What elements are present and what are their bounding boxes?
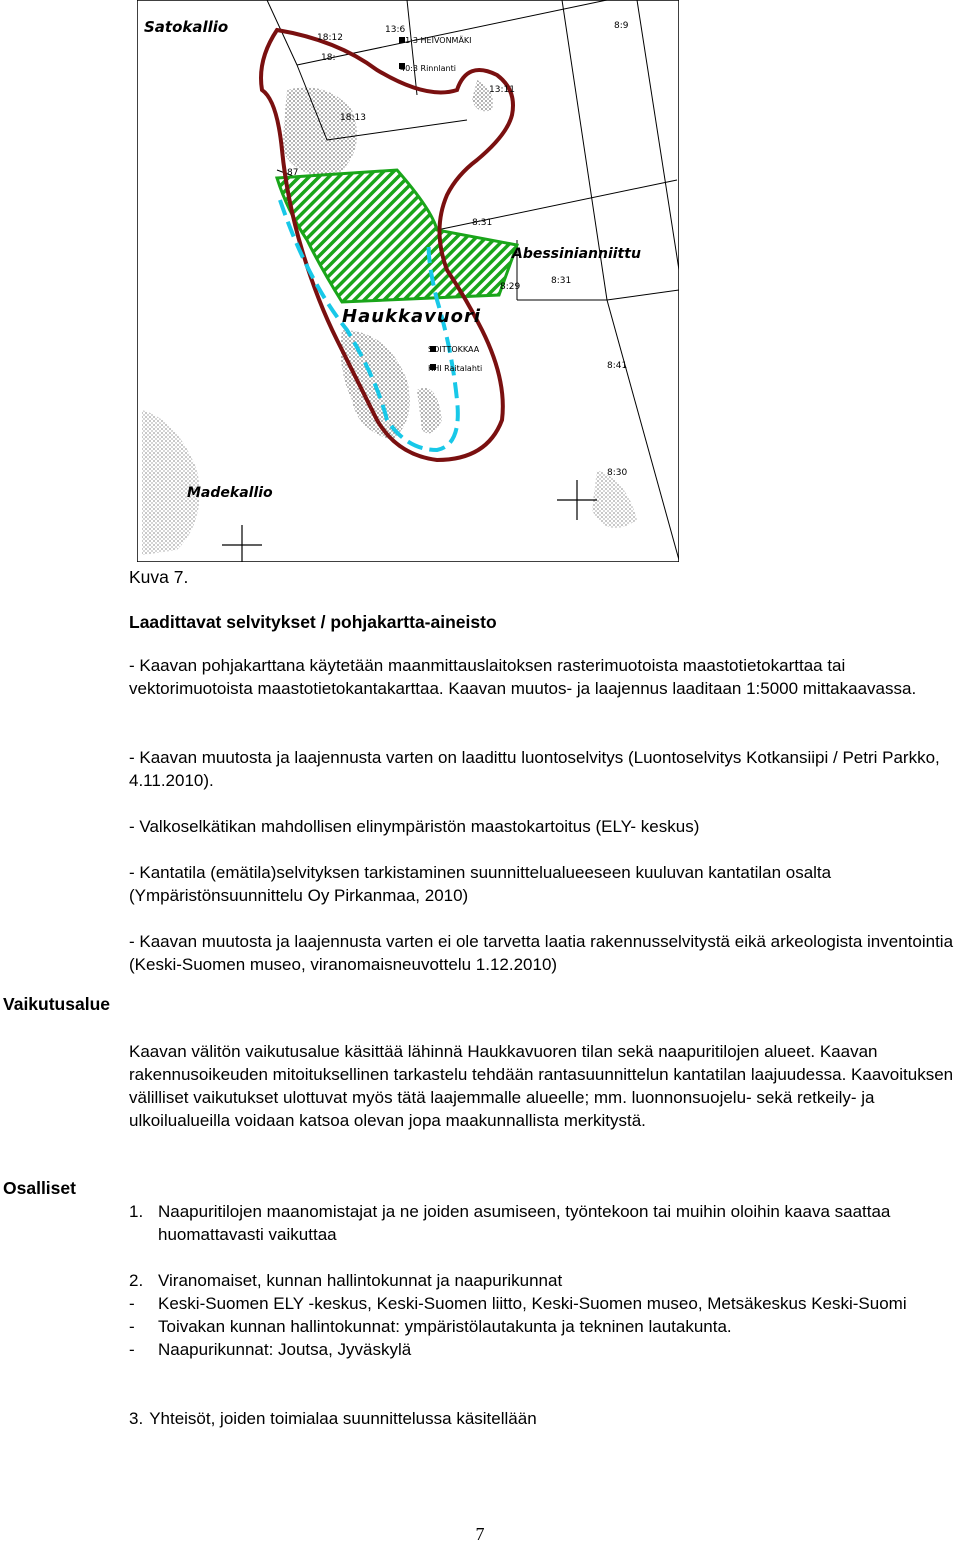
list-item [129,1292,957,1315]
list-item-text: Yhteisöt, joiden toimialaa suunnittelussa käsitellään [149,1409,537,1428]
list-item [129,1338,957,1361]
parcel-label: 8:31 [472,218,493,228]
list-item-text: Naapurikunnat: Joutsa, Jyväskylä [158,1340,412,1359]
figure-caption: Kuva 7. [129,567,189,587]
osalliset-list-2 [129,1269,957,1361]
parcel-label: 13:6 [385,25,406,35]
list-item [129,1200,957,1246]
paragraph-building-survey: - Kaavan muutosta ja laajennusta varten ei ole tarvetta laatia rakennusselvitystä eikä arkeologista inventointia (Keski-Suomen museo, viranomaisneuvottelu 1.12.2010) [129,932,954,974]
building-label: KHI Raitalahti [428,364,483,373]
parcel-label: 8:31 [551,276,572,286]
paragraph-woodpecker-survey: - Valkoselkätikan mahdollisen elinympäristön maastokartoitus (ELY- keskus) [129,817,700,836]
list-marker: 2. [129,1271,144,1290]
paragraph-kantatila: - Kantatila (emätila)selvityksen tarkistaminen suunnittelualueeseen kuuluvan kantatilan osalta (Ympäristönsuunnittelu Oy Pirkanmaa, 2010) [129,863,832,905]
list-item [129,1407,957,1430]
list-item-text: Naapuritilojen maanomistajat ja ne joiden asumiseen, työntekoon tai muihin oloihin kaava saattaa huomattavasti vaikuttaa [158,1202,891,1244]
parcel-label: 18: [321,53,336,63]
parcel-label: 8:41 [607,361,628,371]
parcel-label: 87 [287,168,299,178]
list-marker: 1. [129,1202,144,1221]
paragraph-nature-survey: - Kaavan muutosta ja laajennusta varten on laadittu luontoselvitys (Luontoselvitys Kotkansiipi / Petri Parkko, 4.11.2010). [129,748,940,790]
label-satokallio: Satokallio [144,18,229,36]
label-madekallio: Madekallio [187,485,273,501]
parcel-label: 8:30 [607,468,628,478]
list-item-text: Toivakan kunnan hallintokunnat: ympäristölautakunta ja tekninen lautakunta. [158,1317,732,1336]
list-marker: - [129,1294,135,1313]
site-map-svg [137,0,679,562]
list-item-text: Viranomaiset, kunnan hallintokunnat ja naapurikunnat [158,1271,563,1290]
vaikutusalue-label: Vaikutusalue [3,994,110,1014]
site-map [137,0,679,562]
list-marker: - [129,1317,135,1336]
list-item [129,1269,957,1292]
building-label: SOITTOKKAA [428,345,480,354]
label-haukkavuori: Haukkavuori [342,306,482,327]
parcel-label: 13:11 [489,85,515,95]
vaikutusalue-text: Kaavan välitön vaikutusalue käsittää lähinnä Haukkavuoren tilan sekä naapuritilojen alueet. Kaavan rakennusoikeuden mitoituksellinen tarkastelu tehdään rantasuunnittelun kantatilan laajuudessa. Kaavoituksen välilliset vaikutukset ulottuvat myös tätä laajemmalle alueelle; mm. luonnonsuojelu- sekä retkeily- ja ulkoilualueilla voidaan katsoa olevan jopa maakunnallista merkitystä. [129,1042,954,1130]
label-abessinianniittu: Abessinianniittu [512,246,641,262]
osalliset-list-3 [129,1407,957,1430]
osalliset-list-1 [129,1200,957,1246]
page-number: 7 [475,1524,485,1544]
list-marker: - [129,1340,135,1359]
list-marker: 3. [129,1409,144,1428]
list-item-text: Keski-Suomen ELY -keskus, Keski-Suomen liitto, Keski-Suomen museo, Metsäkeskus Keski-Suomi [158,1294,907,1313]
parcel-label: 8:9 [614,21,629,31]
parcel-label: 18:12 [317,33,343,43]
building-label: 41:3 HEIVONMÄKI [400,36,472,45]
osalliset-label: Osalliset [3,1178,76,1198]
section-title: Laadittavat selvitykset / pohjakartta-aineisto [129,612,497,632]
list-item [129,1315,957,1338]
parcel-label: 8:29 [500,282,521,292]
paragraph-basemap: - Kaavan pohjakarttana käytetään maanmittauslaitoksen rasterimuotoista maastotietokarttaa tai vektorimuotoista maastotietokantakarttaa. Kaavan muutos- ja laajennus laaditaan 1:5000 mittakaavassa. [129,656,917,698]
building-label: 40:3 Rinnlanti [400,64,456,73]
parcel-label: 18:13 [340,113,366,123]
